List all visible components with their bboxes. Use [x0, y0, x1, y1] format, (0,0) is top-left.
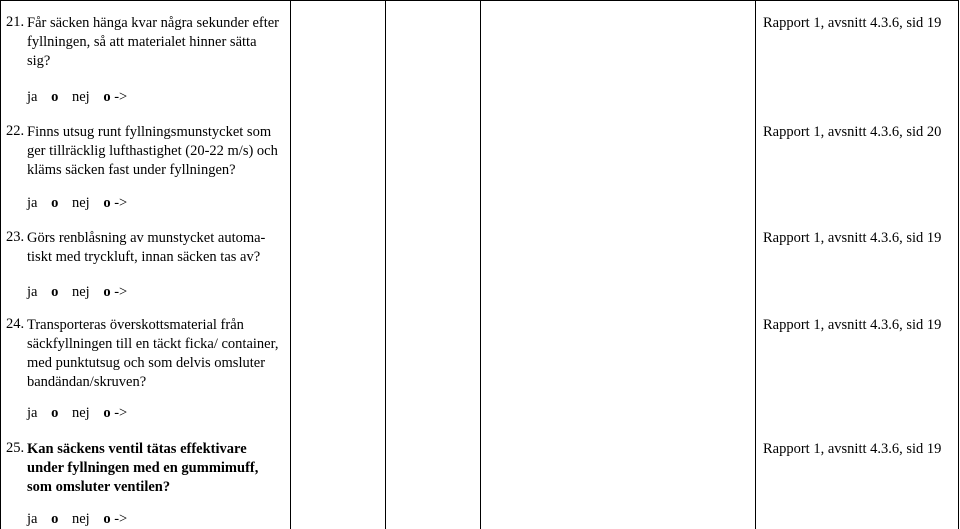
question-line: kläms säcken fast under fyllningen?: [27, 162, 236, 178]
question-text: [27, 123, 289, 180]
no-label: nej: [71, 284, 90, 300]
report-reference: Rapport 1, avsnitt 4.3.6, sid 19: [763, 15, 942, 31]
yes-option-circle[interactable]: o: [51, 89, 59, 105]
question-text: [27, 229, 289, 267]
question-line: tiskt med tryckluft, innan säcken tas av?: [27, 249, 261, 265]
question-line: Finns utsug runt fyllningsmunstycket som: [27, 124, 272, 140]
no-label: nej: [71, 195, 90, 211]
column-divider-4: [755, 0, 756, 529]
column-divider-3: [480, 0, 481, 529]
yes-label: ja: [27, 89, 38, 105]
question-line: med punktutsug och som delvis omsluter: [27, 355, 266, 371]
yes-option-circle[interactable]: o: [51, 284, 59, 300]
no-option-circle[interactable]: o: [103, 284, 111, 300]
arrow-label: ->: [114, 284, 128, 300]
table-border-right: [958, 0, 959, 529]
yes-label: ja: [27, 195, 38, 211]
question-line: fyllningen, så att materialet hinner sätta: [27, 34, 257, 50]
yes-label: ja: [27, 284, 38, 300]
answer-options: [27, 284, 127, 301]
answer-options: [27, 195, 127, 212]
yes-option-circle[interactable]: o: [51, 405, 59, 421]
question-line: Görs renblåsning av munstycket automa-: [27, 230, 266, 246]
question-line: ger tillräcklig lufthastighet (20-22 m/s) och: [27, 143, 278, 159]
question-text: [27, 316, 289, 392]
table-border-left: [0, 0, 1, 529]
question-line: bandändan/skruven?: [27, 374, 147, 390]
yes-option-circle[interactable]: o: [51, 195, 59, 211]
arrow-label: ->: [114, 405, 128, 421]
question-number: 25.: [6, 440, 25, 456]
question-text: [27, 440, 289, 497]
report-reference: Rapport 1, avsnitt 4.3.6, sid 19: [763, 230, 942, 246]
answer-options: [27, 511, 127, 528]
question-line: Får säcken hänga kvar några sekunder efter: [27, 15, 280, 31]
no-option-circle[interactable]: o: [103, 195, 111, 211]
question-number: 24.: [6, 316, 25, 332]
yes-label: ja: [27, 511, 38, 527]
yes-label: ja: [27, 405, 38, 421]
answer-options: [27, 89, 127, 106]
column-divider-1: [290, 0, 291, 529]
question-line: som omsluter ventilen?: [27, 479, 171, 495]
no-option-circle[interactable]: o: [103, 89, 111, 105]
yes-option-circle[interactable]: o: [51, 511, 59, 527]
question-number: 22.: [6, 123, 25, 139]
no-label: nej: [71, 89, 90, 105]
no-label: nej: [71, 405, 90, 421]
report-reference: Rapport 1, avsnitt 4.3.6, sid 19: [763, 317, 942, 333]
question-number: 23.: [6, 229, 25, 245]
question-line: under fyllningen med en gummimuff,: [27, 460, 259, 476]
no-label: nej: [71, 511, 90, 527]
question-text: [27, 14, 289, 71]
question-line: säckfyllningen till en täckt ficka/ container,: [27, 336, 279, 352]
report-reference: Rapport 1, avsnitt 4.3.6, sid 20: [763, 124, 942, 140]
column-divider-2: [385, 0, 386, 529]
question-line: Transporteras överskottsmaterial från: [27, 317, 244, 333]
answer-options: [27, 405, 127, 422]
arrow-label: ->: [114, 511, 128, 527]
arrow-label: ->: [114, 195, 128, 211]
report-reference: Rapport 1, avsnitt 4.3.6, sid 19: [763, 441, 942, 457]
no-option-circle[interactable]: o: [103, 405, 111, 421]
question-line: Kan säckens ventil tätas effektivare: [27, 441, 247, 457]
question-number: 21.: [6, 14, 25, 30]
arrow-label: ->: [114, 89, 128, 105]
no-option-circle[interactable]: o: [103, 511, 111, 527]
question-line: sig?: [27, 53, 51, 69]
